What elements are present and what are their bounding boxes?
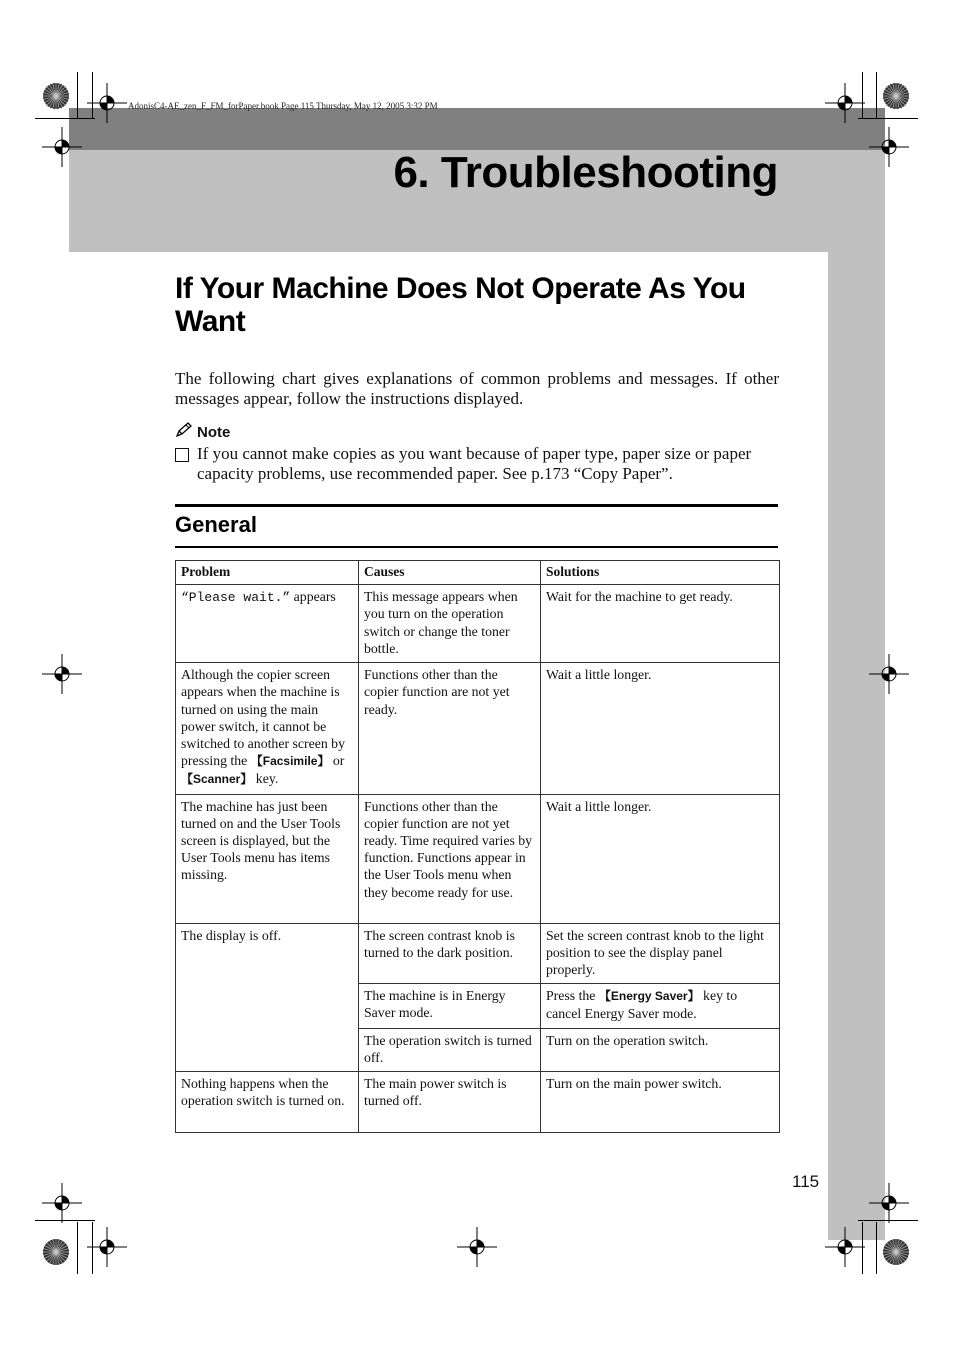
crop-mark-line xyxy=(876,72,877,118)
registration-target-icon xyxy=(87,1227,127,1267)
solution-cell: Turn on the operation switch. xyxy=(541,1028,780,1071)
problem-cell xyxy=(176,585,359,663)
solution-cell: Wait for the machine to get ready. xyxy=(541,585,780,663)
cause-cell: The machine is in Energy Saver mode. xyxy=(359,984,541,1028)
solution-cell: Set the screen contrast knob to the light position to see the display panel properly. xyxy=(541,923,780,984)
problem-cell: The display is off. xyxy=(176,923,359,1071)
energy-saver-key: 【Energy Saver】 xyxy=(598,989,700,1004)
registration-target-icon xyxy=(869,654,909,694)
solution-cell: Turn on the main power switch. xyxy=(541,1072,780,1133)
section-rule-top xyxy=(175,504,778,507)
crop-mark-line xyxy=(77,72,78,118)
scanner-key: 【Scanner】 xyxy=(181,772,253,787)
table-row xyxy=(176,1072,780,1133)
crop-mark-line xyxy=(35,118,95,119)
registration-target-icon xyxy=(825,83,865,123)
cause-cell: Functions other than the copier function are not yet ready. xyxy=(359,663,541,794)
problem-cell xyxy=(176,663,359,794)
table-row xyxy=(176,663,780,794)
registration-rosette-icon xyxy=(42,82,70,110)
solution-cell: Wait a little longer. xyxy=(541,794,780,923)
registration-target-icon xyxy=(869,127,909,167)
registration-target-icon xyxy=(87,83,127,123)
problem-text: Although the copier screen appears when the machine is turned on using the main power switch, it cannot be switched to another screen by pressing the xyxy=(181,667,345,769)
registration-rosette-icon xyxy=(882,1238,910,1266)
cause-cell: This message appears when you turn on the operation switch or change the toner bottle. xyxy=(359,585,541,663)
note-heading xyxy=(175,422,230,442)
registration-target-icon xyxy=(42,654,82,694)
section-title: If Your Machine Does Not Operate As You Want xyxy=(175,272,746,338)
note-text: If you cannot make copies as you want because of paper type, paper size or paper capacity problems, use recommended paper. See p.173 “Copy Paper”. xyxy=(197,444,752,483)
header-problem: Problem xyxy=(176,561,359,585)
solution-text-end: key to cancel Energy Saver mode. xyxy=(546,988,738,1022)
side-tab-band xyxy=(828,252,885,1240)
facsimile-key: 【Facsimile】 xyxy=(250,754,330,769)
print-header-info: AdonisC4-AE_zen_F_FM_forPaper.book Page 115 Thursday, May 12, 2005 3:32 PM xyxy=(128,101,438,111)
registration-target-icon xyxy=(825,1227,865,1267)
problem-text-or: or xyxy=(329,753,345,769)
solution-text: Press the xyxy=(546,988,599,1004)
registration-rosette-icon xyxy=(42,1238,70,1266)
problem-cell: The machine has just been turned on and the User Tools screen is displayed, but the User Tools menu has items missing. xyxy=(176,794,359,923)
note-item xyxy=(175,444,779,484)
intro-paragraph: The following chart gives explanations of common problems and messages. If other messages appear, follow the instructions displayed. xyxy=(175,369,779,408)
crop-mark-line xyxy=(77,1222,78,1274)
header-causes: Causes xyxy=(359,561,541,585)
cause-cell: The main power switch is turned off. xyxy=(359,1072,541,1133)
problem-text: appears xyxy=(290,589,336,605)
table-row xyxy=(176,923,780,984)
header-solutions: Solutions xyxy=(541,561,780,585)
problem-text-end: key. xyxy=(252,771,279,787)
table-header-row xyxy=(176,561,780,585)
checkbox-bullet-icon xyxy=(175,448,189,462)
registration-target-icon xyxy=(42,127,82,167)
table-row xyxy=(176,585,780,663)
troubleshooting-table xyxy=(175,560,780,1133)
crop-mark-line xyxy=(876,1222,877,1274)
problem-cell: Nothing happens when the operation switch is turned on. xyxy=(176,1072,359,1133)
pencil-icon xyxy=(175,422,193,442)
cause-cell: Functions other than the copier function are not yet ready. Time required varies by function. Functions appear in the User Tools menu when they become ready for use. xyxy=(359,794,541,923)
table-row xyxy=(176,794,780,923)
solution-cell: Wait a little longer. xyxy=(541,663,780,794)
page-number: 115 xyxy=(792,1172,820,1191)
crop-mark-line xyxy=(858,118,918,119)
cause-cell: The operation switch is turned off. xyxy=(359,1028,541,1071)
cause-cell: The screen contrast knob is turned to the dark position. xyxy=(359,923,541,984)
registration-target-icon xyxy=(42,1183,82,1223)
message-text: “Please wait.” xyxy=(181,590,291,606)
registration-rosette-icon xyxy=(882,82,910,110)
general-heading: General xyxy=(175,512,257,537)
note-label: Note xyxy=(197,423,231,441)
chapter-title: 6. Troubleshooting xyxy=(393,148,778,197)
section-rule-bottom xyxy=(175,546,778,548)
registration-target-icon xyxy=(457,1227,497,1267)
header-band xyxy=(69,108,885,150)
solution-cell xyxy=(541,984,780,1028)
registration-target-icon xyxy=(869,1183,909,1223)
